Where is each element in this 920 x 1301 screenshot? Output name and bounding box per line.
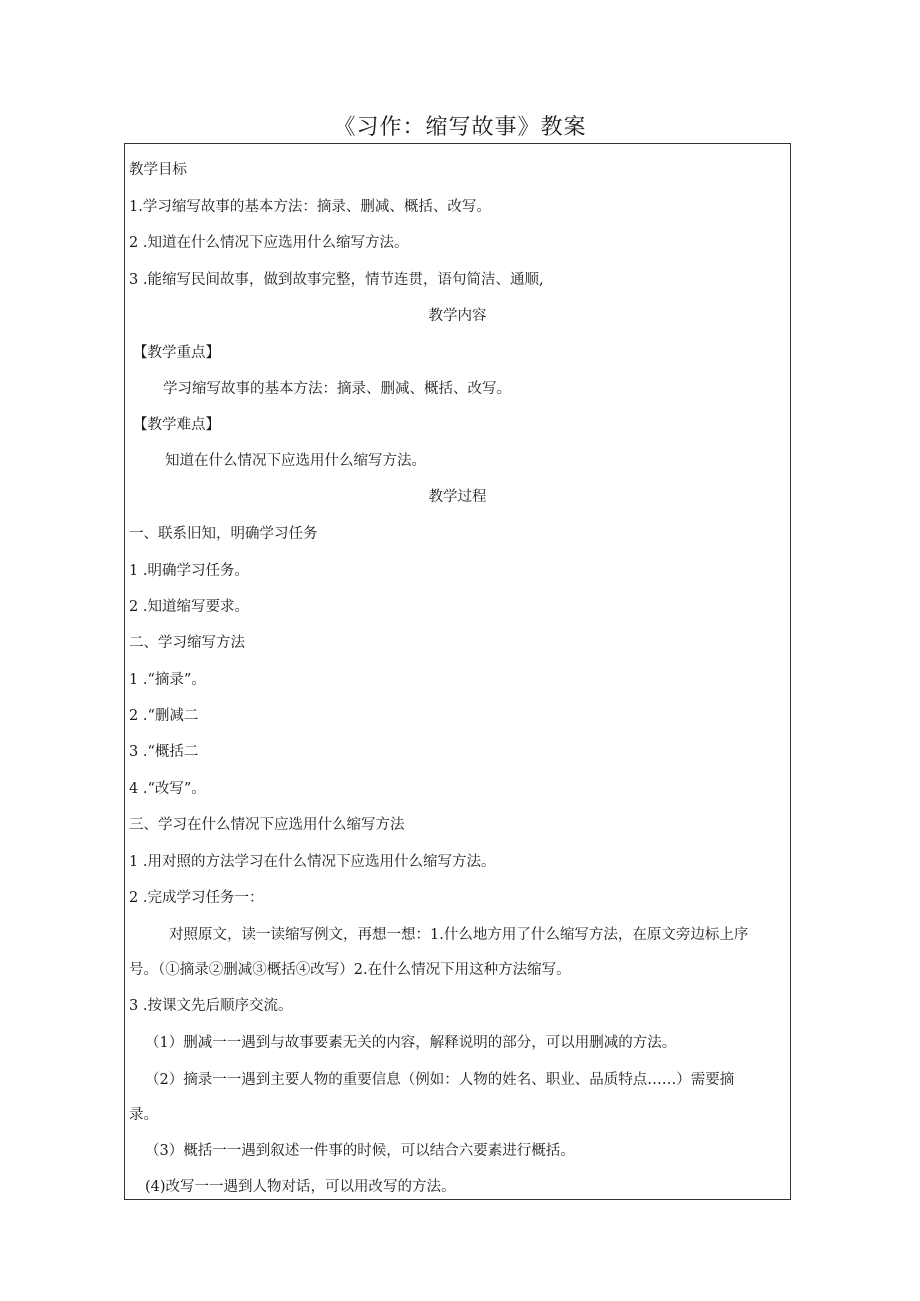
process-step-1-heading: 一、联系旧知，明确学习任务 — [129, 526, 318, 542]
process-step-2-heading: 二、学习缩写方法 — [129, 635, 245, 651]
document-title: 《习作：缩写故事》教案 — [333, 115, 587, 140]
lesson-plan-table — [124, 143, 791, 1200]
method-delete: （1）删减一一遇到与故事要素无关的内容，解释说明的部分，可以用删减的方法。 — [145, 1035, 677, 1051]
process-step-2-item-4: 4 .“改写”。 — [129, 781, 206, 797]
method-summarize: （3）概括一一遇到叙述一件事的时候，可以结合六要素进行概括。 — [145, 1143, 575, 1159]
process-step-1-item-1: 1 .明确学习任务。 — [129, 563, 249, 579]
process-step-3-item-1: 1 .用对照的方法学习在什么情况下应选用什么缩写方法。 — [129, 854, 496, 870]
method-excerpt-line-1: （2）摘录一一遇到主要人物的重要信息（例如：人物的姓名、职业、品质特点……）需要摘 — [145, 1072, 735, 1088]
process-step-2-item-3: 3 .“概括二 — [129, 744, 199, 760]
difficult-point-label: 【教学难点】 — [133, 417, 220, 433]
section-heading-teaching-content: 教学内容 — [428, 308, 487, 324]
key-point-text: 学习缩写故事的基本方法：摘录、删减、概括、改写。 — [163, 381, 511, 397]
process-step-2-item-2: 2 .“删减二 — [129, 708, 199, 724]
goal-item-1: 1.学习缩写故事的基本方法：摘录、删减、概括、改写。 — [129, 199, 491, 215]
method-rewrite: (4)改写一一遇到人物对话，可以用改写的方法。 — [145, 1179, 456, 1195]
goal-item-2: 2 .知道在什么情况下应选用什么缩写方法。 — [129, 235, 409, 251]
difficult-point-text: 知道在什么情况下应选用什么缩写方法。 — [165, 453, 426, 469]
process-step-3-item-3: 3 .按课文先后顺序交流。 — [129, 998, 293, 1014]
section-heading-teaching-goals: 教学目标 — [129, 162, 187, 178]
section-heading-teaching-process: 教学过程 — [428, 489, 487, 505]
process-step-3-heading: 三、学习在什么情况下应选用什么缩写方法 — [129, 817, 405, 833]
task-description-line-1: 对照原文，读一读缩写例文，再想一想：1.什么地方用了什么缩写方法，在原文旁边标上序 — [169, 927, 749, 943]
process-step-3-item-2: 2 .完成学习任务一： — [129, 890, 264, 906]
process-step-1-item-2: 2 .知道缩写要求。 — [129, 599, 249, 615]
method-excerpt-line-2: 录。 — [129, 1107, 158, 1123]
key-point-label: 【教学重点】 — [133, 345, 220, 361]
goal-item-3: 3 .能缩写民间故事，做到故事完整，情节连贯，语句简洁、通顺, — [129, 272, 544, 288]
task-description-line-2: 号。（①摘录②删减③概括④改写）2.在什么情况下用这种方法缩写。 — [129, 962, 571, 978]
process-step-2-item-1: 1 .“摘录”。 — [129, 672, 206, 688]
